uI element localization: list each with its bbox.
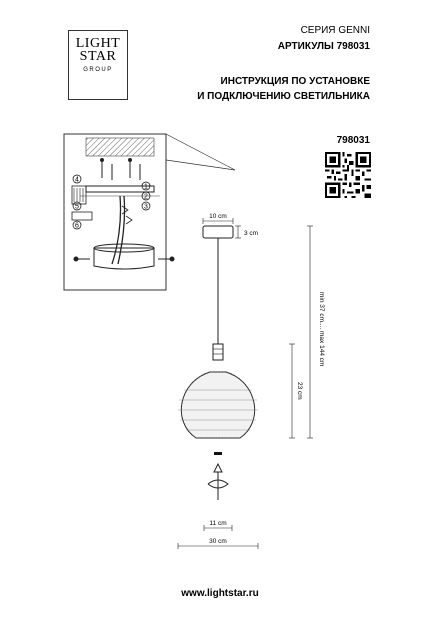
document-title <box>120 74 370 104</box>
step-1: 1 <box>144 183 148 191</box>
lamp-socket <box>213 344 223 360</box>
screws <box>101 159 141 181</box>
article-number: 798031 <box>336 41 370 52</box>
step-5: 5 <box>75 203 79 211</box>
website-url: www.lightstar.ru <box>181 588 259 599</box>
step-3: 3 <box>144 203 148 211</box>
dim-canopy-height <box>235 226 241 238</box>
lamp-shade <box>181 372 254 438</box>
article-prefix: АРТИКУЛЫ <box>277 41 334 52</box>
dim-total-height <box>307 226 313 438</box>
side-screws <box>74 257 174 261</box>
canopy-height-label: 3 cm <box>244 230 259 237</box>
shade-height-label: 23 cm <box>296 382 303 400</box>
step-numbers <box>73 175 150 230</box>
title-line2: И ПОДКЛЮЧЕНИЮ СВЕТИЛЬНИКА <box>197 91 370 102</box>
connector <box>72 212 92 220</box>
bulb-symbol <box>214 452 222 455</box>
dim-shade-height <box>289 344 295 438</box>
total-height-label: min 37 cm.... max 144 cm <box>318 292 325 367</box>
title-line1: ИНСТРУКЦИЯ ПО УСТАНОВКЕ <box>220 76 370 87</box>
canopy-width-label: 10 cm <box>209 213 227 220</box>
series-line <box>301 24 370 38</box>
step-6: 6 <box>75 222 79 230</box>
shade-width-label: 30 cm <box>209 538 227 545</box>
brand-line1: LIGHT <box>75 36 121 51</box>
brand-logo <box>68 30 128 100</box>
step-4: 4 <box>75 176 79 184</box>
qr-code <box>325 152 371 198</box>
series-name: GENNI <box>338 25 370 36</box>
brand-line2: STAR <box>79 49 117 64</box>
brand-line3: GROUP <box>83 67 113 73</box>
wire-ends <box>122 206 132 224</box>
dimension-drawing <box>170 212 330 558</box>
ceiling-hatch <box>86 138 154 156</box>
article-label: 798031 <box>336 135 370 146</box>
rotate-icon <box>208 464 228 500</box>
series-prefix: СЕРИЯ <box>300 25 336 36</box>
article-line <box>278 40 370 54</box>
wire <box>112 196 121 264</box>
bottom-width-label: 11 cm <box>209 520 227 527</box>
step-2: 2 <box>144 193 148 201</box>
canopy <box>203 226 233 238</box>
